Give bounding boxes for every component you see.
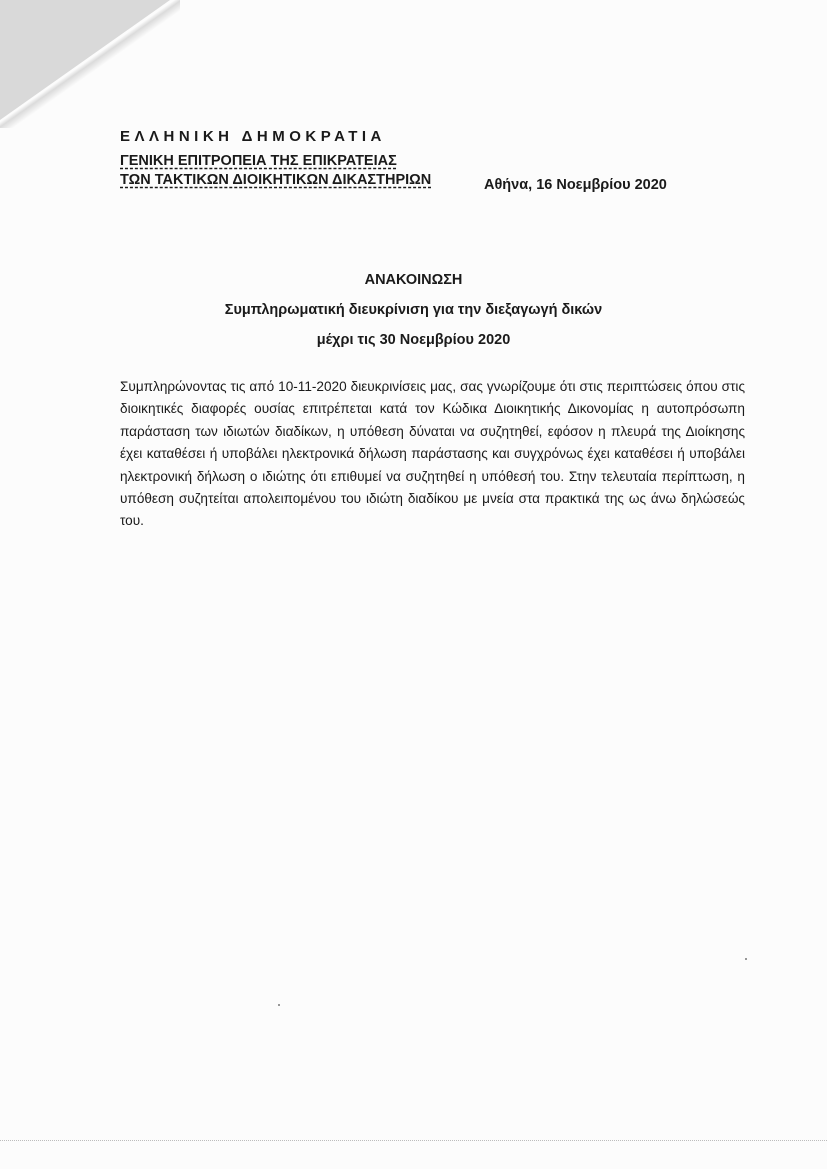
document-header xyxy=(120,128,431,190)
announcement-body-paragraph: Συμπληρώνοντας τις από 10-11-2020 διευκρινίσεις μας, σας γνωρίζουμε ότι στις περιπτώσεις όπου στις διοικητικές διαφορές ουσίας επιτρέπεται κατά τον Κώδικα Διοικητικής Δικονομίας η αυτοπρόσωπη παράσταση των ιδιωτών διαδίκων, η υπόθεση δύναται να συζητηθεί, εφόσον η πλευρά της Διοίκησης έχει καταθέσει ή υποβάλει ηλεκτρονικά δήλωση παράστασης και συγχρόνως έχει καταθέσει ή υποβάλει ηλεκτρονική δήλωση ο ιδιώτης ότι επιθυμεί να συζητηθεί η υπόθεσή του. Στην τελευταία περίπτωση, η υπόθεση συζητείται απολειπομένου του ιδιώτη διαδίκου με μνεία στα πρακτικά της ως άνω δηλώσεώς του. xyxy=(120,379,745,529)
scan-speck xyxy=(745,958,747,960)
announcement-title: ΑΝΑΚΟΙΝΩΣΗ xyxy=(364,272,463,288)
announcement-subtitle-line-2: μέχρι τις 30 Νοεμβρίου 2020 xyxy=(316,332,511,348)
document-date: Αθήνα, 16 Νοεμβρίου 2020 xyxy=(484,177,667,193)
folded-corner-shadow xyxy=(0,0,180,128)
announcement-subtitle-line-1: Συμπληρωματική διευκρίνιση για την διεξαγωγή δικών xyxy=(224,302,603,318)
scan-speck xyxy=(278,1004,280,1006)
announcement-heading xyxy=(0,270,827,360)
authority-name-line-1: ΓΕΝΙΚΗ ΕΠΙΤΡΟΠΕΙΑ ΤΗΣ ΕΠΙΚΡΑΤΕΙΑΣ xyxy=(120,153,397,169)
scan-bottom-edge xyxy=(0,1140,827,1141)
authority-name-line-2: ΤΩΝ ΤΑΚΤΙΚΩΝ ΔΙΟΙΚΗΤΙΚΩΝ ΔΙΚΑΣΤΗΡΙΩΝ xyxy=(120,172,432,188)
republic-heading: ΕΛΛΗΝΙΚΗ ΔΗΜΟΚΡΑΤΙΑ xyxy=(120,128,386,145)
